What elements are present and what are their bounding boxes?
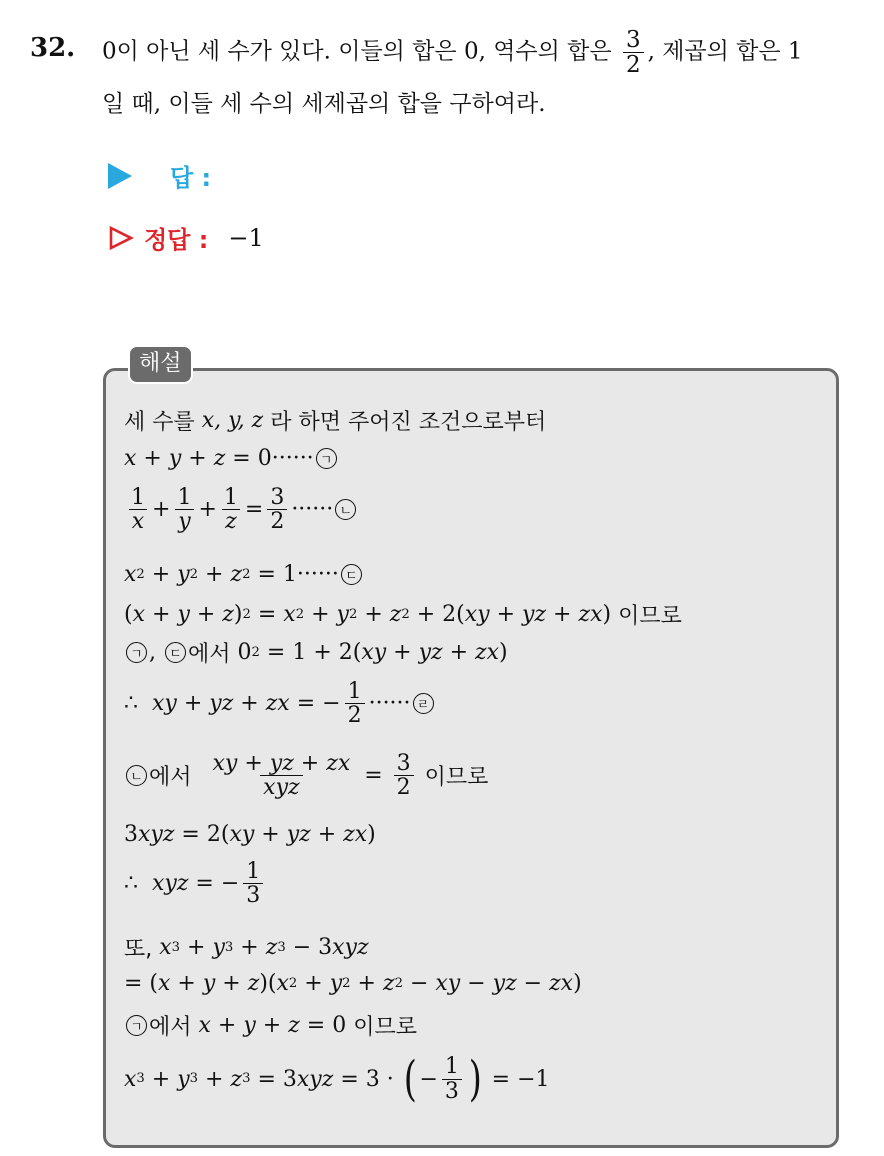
equation-final: x 3 + y 3 + z 3 = 3 xyz = 3 · ( − $\frac{1}{3}$ ) = −1 xyxy=(124,1051,550,1107)
equation-from-reciprocal: ㄴ 에서 $\frac{xy + yz + zx}{\text{xyz}}$ = $\frac{3}{2}$ 이므로 xyxy=(124,752,488,799)
problem-number: 32. xyxy=(30,33,76,63)
equation-pair-sum: ∴ xy + yz + zx = − $\frac{1}{2}$ ······ ㄹ xyxy=(124,680,436,727)
solution-text: 또, xyxy=(124,937,153,962)
problem-text-a: 0이 아닌 세 수가 있다. 이들의 합은 0, 역수의 합은 xyxy=(102,38,612,65)
answer-label: 답 : xyxy=(170,164,212,192)
problem-text-b: , 제곱의 합은 1 xyxy=(647,38,803,65)
therefore-symbol: ∴ xyxy=(124,691,138,717)
correct-answer-value: −1 xyxy=(228,223,264,252)
dots: ······ xyxy=(291,497,334,523)
equation-xyz: ∴ xyz = − $\frac{1}{3}$ xyxy=(124,860,267,907)
circled-label: ㄱ xyxy=(126,642,147,663)
solution-text: 에서 xyxy=(149,1015,192,1040)
circled-label: ㄴ xyxy=(126,765,147,786)
circled-label: ㄱ xyxy=(126,1015,147,1036)
solution-text: 에서 xyxy=(188,642,231,667)
equation-condition: ㄱ 에서 x + y + z = 0 이므로 xyxy=(124,1010,417,1041)
solution-text: 이므로 xyxy=(424,765,489,791)
play-triangle-icon xyxy=(108,163,132,189)
fraction-denominator: 2 xyxy=(623,52,644,77)
variables: x, y, z xyxy=(201,408,264,433)
circled-label: ㄷ xyxy=(165,642,186,663)
circled-label: ㄷ xyxy=(341,564,362,585)
equation-factor: = ( x + y + z )( x 2 + y 2 + z 2 − xy − yz − zx ) xyxy=(124,971,582,996)
equation-substitute: ㄱ , ㄷ 에서 0 2 = 1 + 2( xy + yz + zx ) xyxy=(124,637,508,668)
final-value: −1 xyxy=(517,1066,550,1092)
fraction-numerator: 3 xyxy=(625,27,641,53)
dots: ······ xyxy=(271,446,314,471)
answer-row xyxy=(108,158,211,193)
outline-triangle-icon xyxy=(108,225,134,251)
circled-label: ㄴ xyxy=(335,499,356,520)
equation-squares: x 2 + y 2 + z 2 = 1 ······ ㄷ xyxy=(124,562,364,587)
problem-line-1 xyxy=(102,28,803,77)
equation-expand: ( x + y + z ) 2 = x 2 + y 2 + z 2 + 2( xy + yz + zx ) 이므로 xyxy=(124,599,682,630)
equation-sum: x + y + z = 0 ······ ㄱ xyxy=(124,446,339,471)
solution-text: 에서 xyxy=(149,765,192,791)
problem-line-2: 일 때, 이들 세 수의 세제곱의 합을 구하여라. xyxy=(102,91,546,117)
solution-text: 이므로 xyxy=(618,604,682,629)
equation-identity: 또, x 3 + y 3 + z 3 − 3 xyz xyxy=(124,932,369,963)
correct-answer-row xyxy=(108,220,264,255)
solution-line-1 xyxy=(124,405,546,436)
solution-text: 세 수를 xyxy=(124,410,195,435)
therefore-symbol: ∴ xyxy=(124,871,138,897)
solution-tag: 해설 xyxy=(128,345,193,384)
solution-text: 라 하면 주어진 조건으로부터 xyxy=(270,410,547,435)
solution-text: 이므로 xyxy=(353,1015,417,1040)
correct-answer-label: 정답 : xyxy=(144,226,209,254)
equation-reciprocal: $\frac{1}{x}$ + $\frac{1}{y}$ + $\frac{1}{z}$ = $\frac{3}{2}$ ······ ㄴ xyxy=(124,486,358,533)
circled-label: ㄹ xyxy=(413,693,434,714)
dots: ······ xyxy=(368,691,411,717)
equation-3xyz: 3 xyz = 2( xy + yz + zx ) xyxy=(124,822,376,847)
problem-fraction xyxy=(623,28,644,77)
dots: ······ xyxy=(296,562,339,587)
circled-label: ㄱ xyxy=(316,448,337,469)
